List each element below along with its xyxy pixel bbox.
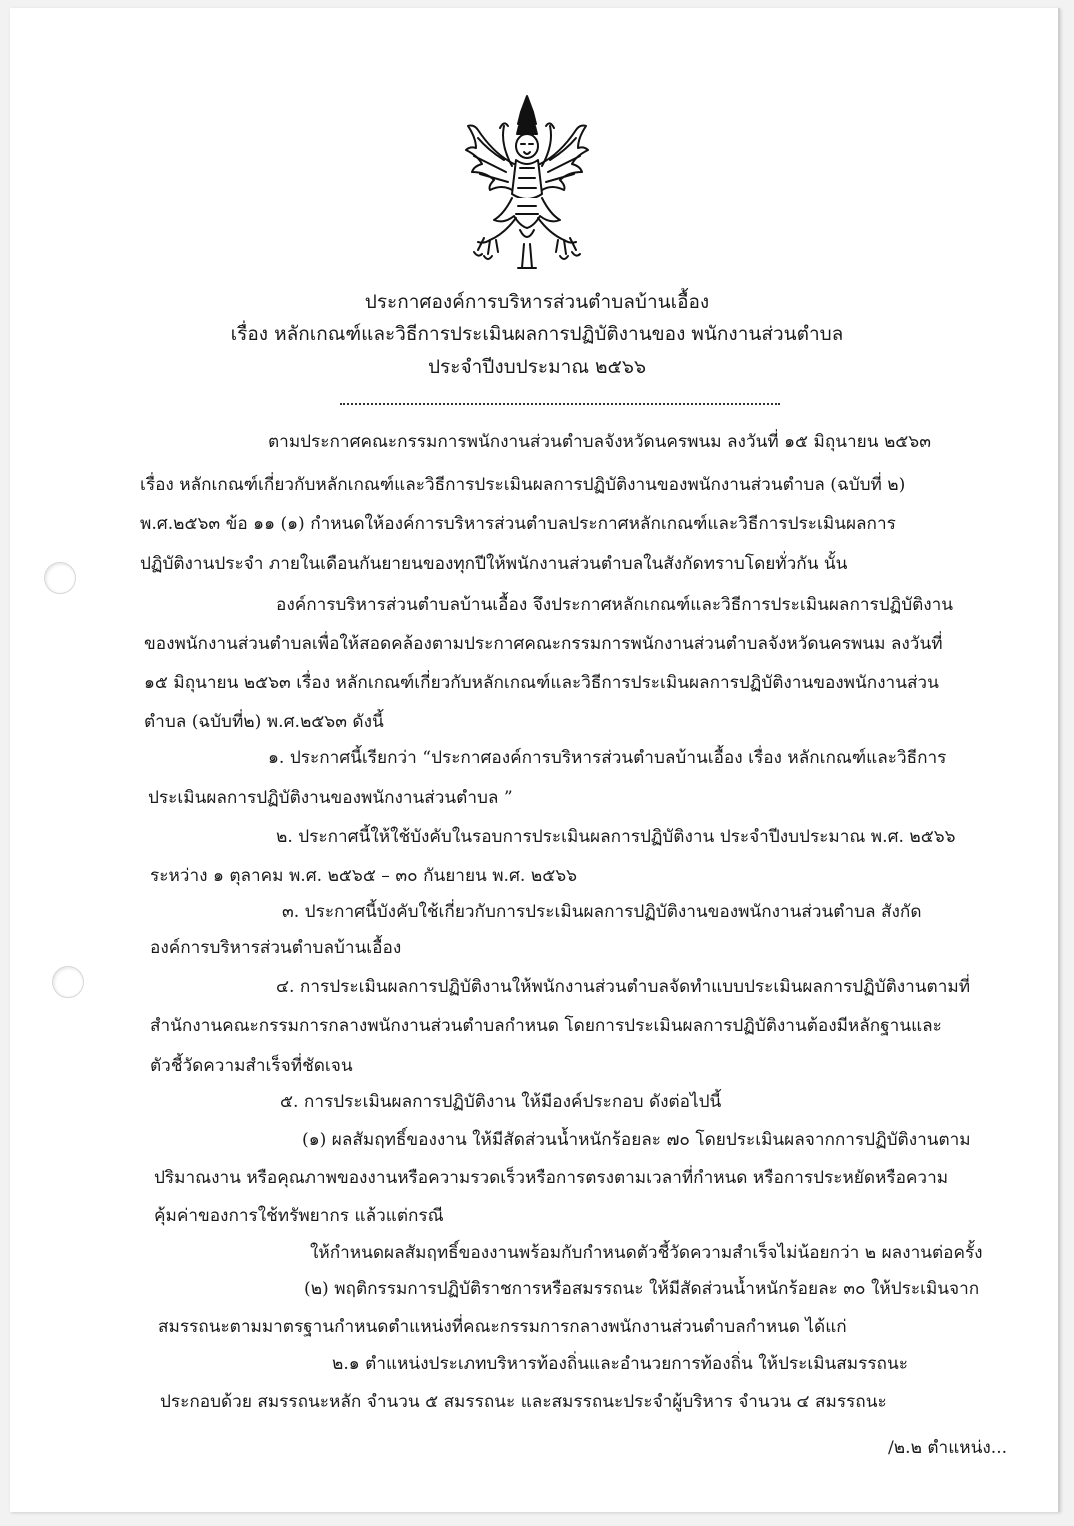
punch-hole-bottom: [52, 966, 84, 998]
body-line: ๓. ประกาศนี้บังคับใช้เกี่ยวกับการประเมินผลการปฏิบัติงานของพนักงานส่วนตำบล สังกัด: [282, 902, 922, 922]
header-subject: เรื่อง หลักเกณฑ์และวิธีการประเมินผลการปฏิบัติงานของ พนักงานส่วนตำบล: [230, 323, 844, 345]
body-line: ๒.๑ ตำแหน่งประเภทบริหารท้องถิ่นและอำนวยการท้องถิ่น ให้ประเมินสมรรถนะ: [332, 1354, 908, 1374]
body-line: ตามประกาศคณะกรรมการพนักงานส่วนตำบลจังหวัดนครพนม ลงวันที่ ๑๕ มิถุนายน ๒๕๖๓: [268, 432, 931, 452]
body-line: ๑. ประกาศนี้เรียกว่า “ประกาศองค์การบริหารส่วนตำบลบ้านเอื้อง เรื่อง หลักเกณฑ์และวิธีการ: [268, 748, 947, 768]
body-line: ประเมินผลการปฏิบัติงานของพนักงานส่วนตำบล ”: [148, 788, 513, 808]
header-fiscal-year: ประจำปีงบประมาณ ๒๕๖๖: [427, 356, 647, 378]
body-line: เรื่อง หลักเกณฑ์เกี่ยวกับหลักเกณฑ์และวิธีการประเมินผลการปฏิบัติงานของพนักงานส่วนตำบล (ฉบับที่ ๒): [140, 475, 906, 495]
body-line: สำนักงานคณะกรรมการกลางพนักงานส่วนตำบลกำหนด โดยการประเมินผลการปฏิบัติงานต้องมีหลักฐานและ: [150, 1016, 942, 1036]
body-line: ของพนักงานส่วนตำบลเพื่อให้สอดคล้องตามประกาศคณะกรรมการพนักงานส่วนตำบลจังหวัดนครพนม ลงวันที่: [144, 634, 943, 654]
body-line: (๒) พฤติกรรมการปฏิบัติราชการหรือสมรรถนะ ให้มีสัดส่วนน้ำหนักร้อยละ ๓๐ ให้ประเมินจาก: [304, 1279, 980, 1299]
body-line: สมรรถนะตามมาตรฐานกำหนดตำแหน่งที่คณะกรรมการกลางพนักงานส่วนตำบลกำหนด ได้แก่: [158, 1317, 847, 1337]
body-line: ๕. การประเมินผลการปฏิบัติงาน ให้มีองค์ประกอบ ดังต่อไปนี้: [280, 1092, 722, 1112]
punch-hole-top: [44, 562, 76, 594]
body-line: ประกอบด้วย สมรรถนะหลัก จำนวน ๕ สมรรถนะ และสมรรถนะประจำผู้บริหาร จำนวน ๔ สมรรถนะ: [160, 1392, 887, 1412]
body-line: องค์การบริหารส่วนตำบลบ้านเอื้อง: [150, 938, 402, 958]
body-line: คุ้มค่าของการใช้ทรัพยากร แล้วแต่กรณี: [154, 1206, 444, 1226]
separator-dotted-line: [340, 403, 780, 405]
continuation-note: /๒.๒ ตำแหน่ง...: [888, 1438, 1008, 1458]
body-line: ให้กำหนดผลสัมฤทธิ์ของงานพร้อมกับกำหนดตัวชี้วัดความสำเร็จไม่น้อยกว่า ๒ ผลงานต่อครั้ง: [310, 1243, 983, 1263]
header-title: ประกาศองค์การบริหารส่วนตำบลบ้านเอื้อง: [364, 291, 710, 313]
body-line: ระหว่าง ๑ ตุลาคม พ.ศ. ๒๕๖๕ – ๓๐ กันยายน พ.ศ. ๒๕๖๖: [150, 866, 578, 886]
body-line: ปฏิบัติงานประจำ ภายในเดือนกันยายนของทุกปีให้พนักงานส่วนตำบลในสังกัดทราบโดยทั่วกัน นั้น: [140, 554, 848, 574]
body-line: ปริมาณงาน หรือคุณภาพของงานหรือความรวดเร็วหรือการตรงตามเวลาที่กำหนด หรือการประหยัดหรือความ: [154, 1168, 949, 1188]
body-line: พ.ศ.๒๕๖๓ ข้อ ๑๑ (๑) กำหนดให้องค์การบริหารส่วนตำบลประกาศหลักเกณฑ์และวิธีการประเมินผลการ: [140, 514, 896, 534]
body-line: ตัวชี้วัดความสำเร็จที่ชัดเจน: [150, 1056, 353, 1076]
body-line: (๑) ผลสัมฤทธิ์ของงาน ให้มีสัดส่วนน้ำหนักร้อยละ ๗๐ โดยประเมินผลจากการปฏิบัติงานตาม: [302, 1130, 971, 1150]
body-line: ๒. ประกาศนี้ให้ใช้บังคับในรอบการประเมินผลการปฏิบัติงาน ประจำปีงบประมาณ พ.ศ. ๒๕๖๖: [276, 827, 956, 847]
body-line: ๑๕ มิถุนายน ๒๕๖๓ เรื่อง หลักเกณฑ์เกี่ยวกับหลักเกณฑ์และวิธีการประเมินผลการปฏิบัติงานของพนักงานส่วน: [144, 673, 939, 693]
body-line: ตำบล (ฉบับที่๒) พ.ศ.๒๕๖๓ ดังนี้: [144, 712, 384, 732]
body-line: ๔. การประเมินผลการปฏิบัติงานให้พนักงานส่วนตำบลจัดทำแบบประเมินผลการปฏิบัติงานตามที่: [276, 977, 971, 997]
body-line: องค์การบริหารส่วนตำบลบ้านเอื้อง จึงประกาศหลักเกณฑ์และวิธีการประเมินผลการปฏิบัติงาน: [276, 595, 954, 615]
garuda-emblem-icon: [464, 94, 590, 272]
